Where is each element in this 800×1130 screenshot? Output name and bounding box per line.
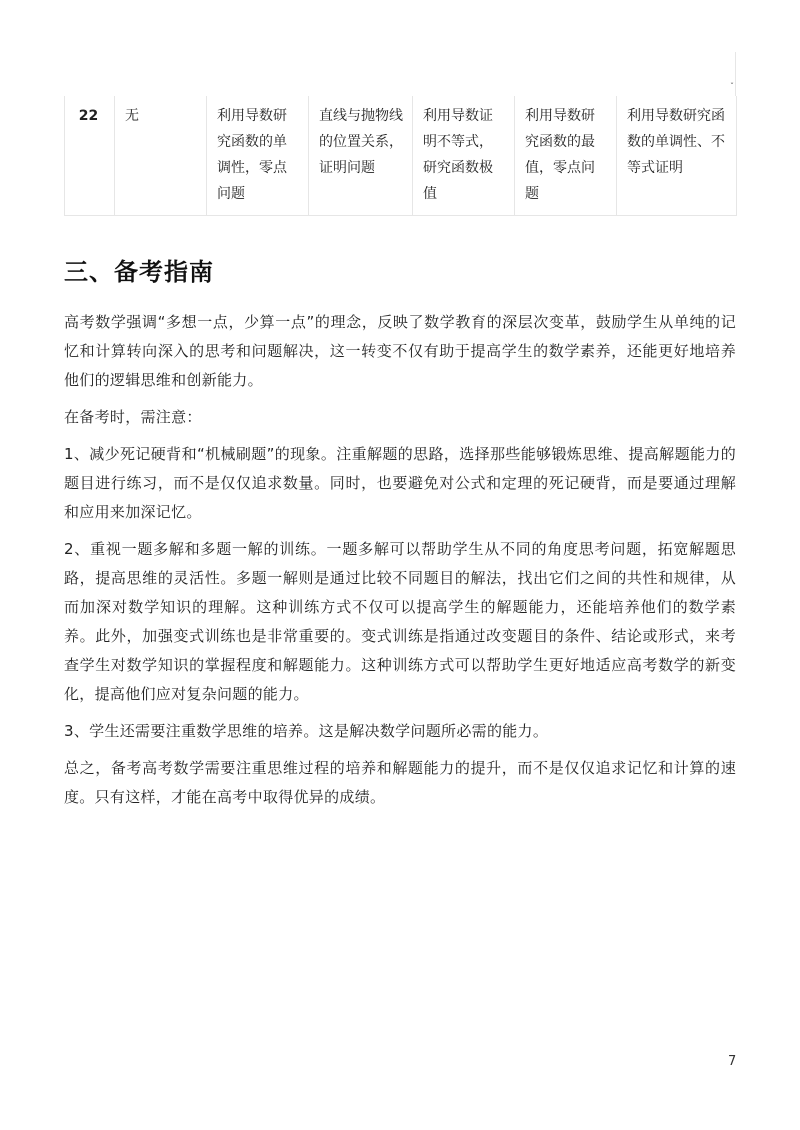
point-2-paragraph: 2、重视一题多解和多题一解的训练。一题多解可以帮助学生从不同的角度思考问题，拓宽解题思路，提高思维的灵活性。多题一解则是通过比较不同题目的解法，找出它们之间的共性和规律，从而加深对数学知识的理解。这种训练方式不仅可以提高学生的解题能力，还能培养他们的数学素养。此外，加强变式训练也是非常重要的。变式训练是指通过改变题目的条件、结论或形式，来考查学生对数学知识的掌握程度和解题能力。这种训练方式可以帮助学生更好地适应高考数学的新变化，提高他们应对复杂问题的能力。	[64, 540, 736, 703]
exam-table	[64, 96, 737, 216]
intro-paragraph: 高考数学强调“多想一点，少算一点”的理念，反映了数学教育的深层次变革，鼓励学生从单纯的记忆和计算转向深入的思考和问题解决，这一转变不仅有助于提高学生的数学素养，还能更好地培养他们的逻辑思维和创新能力。	[64, 313, 736, 389]
section-body	[64, 308, 736, 820]
lead-paragraph: 在备考时，需注意：	[64, 408, 202, 426]
exam-table-fragment	[64, 96, 736, 216]
table-cell: 利用导数研究函数的单调性、不等式证明	[617, 96, 737, 216]
table-continuation-mark: ˇ	[730, 82, 734, 91]
summary-paragraph: 总之，备考高考数学需要注重思维过程的培养和解题能力的提升，而不是仅仅追求记忆和计算的速度。只有这样，才能在高考中取得优异的成绩。	[64, 759, 736, 806]
page-number: 7	[728, 1054, 737, 1069]
table-cell: 利用导数研究函数的最值，零点问题	[515, 96, 617, 216]
table-cell: 利用导数研究函数的单调性，零点问题	[207, 96, 309, 216]
section-heading: 三、备考指南	[64, 258, 214, 286]
point-3-paragraph: 3、学生还需要注重数学思维的培养。这是解决数学问题所必需的能力。	[64, 722, 549, 740]
question-number-cell: 22	[65, 96, 115, 216]
table-row	[65, 96, 737, 216]
table-cell: 无	[115, 96, 207, 216]
table-cell: 直线与抛物线的位置关系，证明问题	[309, 96, 413, 216]
table-continuation-rule	[735, 52, 736, 96]
point-1-paragraph: 1、减少死记硬背和“机械刷题”的现象。注重解题的思路，选择那些能够锻炼思维、提高解题能力的题目进行练习，而不是仅仅追求数量。同时，也要避免对公式和定理的死记硬背，而是要通过理解和应用来加深记忆。	[64, 445, 736, 521]
table-cell: 利用导数证明不等式，研究函数极值	[413, 96, 515, 216]
